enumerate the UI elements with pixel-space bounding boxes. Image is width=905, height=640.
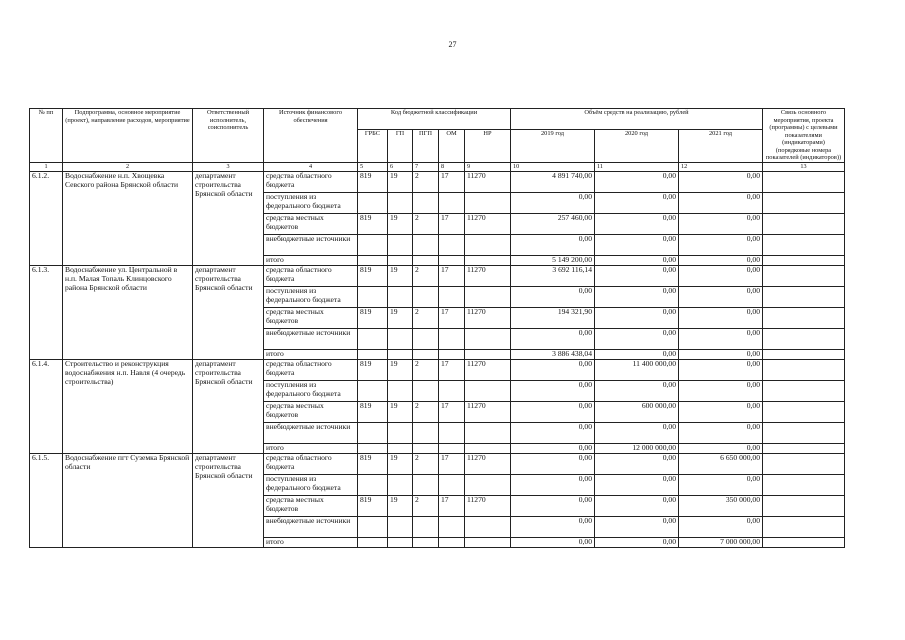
total-code-empty — [465, 349, 511, 359]
code-om: 17 — [439, 359, 465, 380]
total-2019: 0,00 — [511, 443, 595, 453]
section-name: Водоснабжение пгт Суземка Брянской области — [63, 453, 193, 547]
indicator-link — [763, 234, 845, 255]
amount-2021: 0,00 — [679, 380, 763, 401]
code-om — [439, 474, 465, 495]
column-number: 9 — [465, 162, 511, 171]
funding-source: внебюджетные источники — [264, 422, 358, 443]
code-grbs — [358, 516, 388, 537]
total-2020: 12 000 000,00 — [595, 443, 679, 453]
code-nr: 11270 — [465, 307, 511, 328]
section-number: 6.1.2. — [30, 171, 63, 265]
code-grbs: 819 — [358, 307, 388, 328]
code-grbs — [358, 192, 388, 213]
code-nr — [465, 286, 511, 307]
total-2019: 3 886 438,04 — [511, 349, 595, 359]
column-number: 5 — [358, 162, 388, 171]
header-nr: НР — [465, 130, 511, 163]
code-gp — [388, 328, 413, 349]
code-nr — [465, 422, 511, 443]
amount-2020: 0,00 — [595, 234, 679, 255]
amount-2021: 0,00 — [679, 516, 763, 537]
amount-2020: 0,00 — [595, 307, 679, 328]
code-om — [439, 380, 465, 401]
amount-2020: 0,00 — [595, 474, 679, 495]
code-pgp: 2 — [413, 171, 439, 192]
code-pgp — [413, 286, 439, 307]
indicator-link — [763, 213, 845, 234]
total-2021: 0,00 — [679, 443, 763, 453]
code-pgp — [413, 380, 439, 401]
amount-2021: 0,00 — [679, 359, 763, 380]
section-number: 6.1.3. — [30, 265, 63, 359]
code-gp — [388, 422, 413, 443]
amount-2019: 0,00 — [511, 422, 595, 443]
funding-source: средства местных бюджетов — [264, 213, 358, 234]
code-grbs — [358, 286, 388, 307]
total-2021: 0,00 — [679, 349, 763, 359]
total-code-empty — [413, 443, 439, 453]
amount-2021: 0,00 — [679, 234, 763, 255]
amount-2019: 0,00 — [511, 359, 595, 380]
amount-2020: 0,00 — [595, 380, 679, 401]
indicator-link — [763, 286, 845, 307]
total-code-empty — [465, 537, 511, 547]
code-gp: 19 — [388, 401, 413, 422]
code-gp — [388, 474, 413, 495]
indicator-link — [763, 443, 845, 453]
indicator-link — [763, 474, 845, 495]
amount-2020: 0,00 — [595, 286, 679, 307]
indicator-link — [763, 495, 845, 516]
code-nr — [465, 474, 511, 495]
amount-2020: 600 000,00 — [595, 401, 679, 422]
table-row — [30, 453, 845, 474]
funding-source: поступления из федерального бюджета — [264, 286, 358, 307]
page-number: 27 — [448, 40, 457, 49]
funding-source: средства местных бюджетов — [264, 495, 358, 516]
amount-2019: 0,00 — [511, 495, 595, 516]
table-row — [30, 171, 845, 192]
amount-2019: 4 891 740,00 — [511, 171, 595, 192]
header-pgp: ПГП — [413, 130, 439, 163]
total-2020: 0,00 — [595, 255, 679, 265]
code-pgp: 2 — [413, 265, 439, 286]
code-gp — [388, 286, 413, 307]
funding-source: средства местных бюджетов — [264, 307, 358, 328]
code-nr — [465, 234, 511, 255]
amount-2021: 0,00 — [679, 401, 763, 422]
code-grbs: 819 — [358, 495, 388, 516]
code-pgp — [413, 234, 439, 255]
total-2019: 5 149 200,00 — [511, 255, 595, 265]
total-2020: 0,00 — [595, 349, 679, 359]
code-grbs: 819 — [358, 359, 388, 380]
total-code-empty — [388, 255, 413, 265]
header-responsible: Ответственный исполнитель, соисполнитель — [193, 109, 264, 163]
amount-2021: 350 000,00 — [679, 495, 763, 516]
code-nr: 11270 — [465, 453, 511, 474]
amount-2020: 0,00 — [595, 328, 679, 349]
indicator-link — [763, 453, 845, 474]
code-om: 17 — [439, 171, 465, 192]
total-code-empty — [388, 443, 413, 453]
total-code-empty — [413, 255, 439, 265]
code-gp — [388, 380, 413, 401]
code-pgp: 2 — [413, 453, 439, 474]
code-nr: 11270 — [465, 401, 511, 422]
total-label: итого — [264, 255, 358, 265]
indicator-link — [763, 255, 845, 265]
amount-2020: 0,00 — [595, 192, 679, 213]
code-pgp — [413, 516, 439, 537]
table-row — [30, 265, 845, 286]
code-nr: 11270 — [465, 495, 511, 516]
header-grbs: ГРБС — [358, 130, 388, 163]
code-pgp — [413, 422, 439, 443]
code-grbs — [358, 422, 388, 443]
indicator-link — [763, 537, 845, 547]
amount-2020: 0,00 — [595, 516, 679, 537]
code-grbs — [358, 328, 388, 349]
column-number: 2 — [63, 162, 193, 171]
section-responsible: департамент строительства Брянской области — [193, 171, 264, 265]
section-number: 6.1.5. — [30, 453, 63, 547]
section-number: 6.1.4. — [30, 359, 63, 453]
funding-source: поступления из федерального бюджета — [264, 192, 358, 213]
amount-2019: 0,00 — [511, 474, 595, 495]
amount-2019: 0,00 — [511, 453, 595, 474]
indicator-link — [763, 516, 845, 537]
code-pgp: 2 — [413, 307, 439, 328]
total-code-empty — [358, 443, 388, 453]
section-responsible: департамент строительства Брянской области — [193, 265, 264, 359]
amount-2019: 0,00 — [511, 328, 595, 349]
code-om: 17 — [439, 495, 465, 516]
amount-2021: 0,00 — [679, 192, 763, 213]
section-name: Водоснабжение ул. Центральной в н.п. Малая Топаль Клинцовского района Брянской области — [63, 265, 193, 359]
code-om: 17 — [439, 307, 465, 328]
indicator-link — [763, 380, 845, 401]
section-name: Строительство и реконструкция водоснабжения н.п. Навля (4 очередь строительства) — [63, 359, 193, 453]
code-om — [439, 516, 465, 537]
column-number: 13 — [763, 162, 845, 171]
code-nr: 11270 — [465, 171, 511, 192]
code-grbs: 819 — [358, 453, 388, 474]
code-om — [439, 422, 465, 443]
indicator-link — [763, 265, 845, 286]
column-number: 7 — [413, 162, 439, 171]
total-label: итого — [264, 443, 358, 453]
funding-source: средства областного бюджета — [264, 453, 358, 474]
code-gp: 19 — [388, 171, 413, 192]
total-code-empty — [439, 349, 465, 359]
amount-2021: 0,00 — [679, 422, 763, 443]
indicator-link — [763, 307, 845, 328]
code-om — [439, 234, 465, 255]
code-nr: 11270 — [465, 265, 511, 286]
amount-2020: 0,00 — [595, 422, 679, 443]
indicator-link — [763, 171, 845, 192]
section-responsible: департамент строительства Брянской области — [193, 453, 264, 547]
amount-2020: 0,00 — [595, 213, 679, 234]
total-code-empty — [439, 443, 465, 453]
section-name: Водоснабжение н.п. Хвощевка Севского района Брянской области — [63, 171, 193, 265]
code-gp: 19 — [388, 359, 413, 380]
code-grbs: 819 — [358, 401, 388, 422]
amount-2021: 6 650 000,00 — [679, 453, 763, 474]
code-om — [439, 328, 465, 349]
header-num: № пп — [30, 109, 63, 163]
amount-2020: 0,00 — [595, 265, 679, 286]
funding-source: средства местных бюджетов — [264, 401, 358, 422]
indicator-link — [763, 422, 845, 443]
total-2020: 0,00 — [595, 537, 679, 547]
header-volume: Объём средств на реализацию, рублей — [511, 109, 763, 130]
column-number: 10 — [511, 162, 595, 171]
amount-2020: 0,00 — [595, 495, 679, 516]
funding-source: внебюджетные источники — [264, 328, 358, 349]
code-gp: 19 — [388, 265, 413, 286]
code-om: 17 — [439, 401, 465, 422]
funding-source: внебюджетные источники — [264, 234, 358, 255]
total-code-empty — [413, 537, 439, 547]
code-nr — [465, 192, 511, 213]
total-2021: 0,00 — [679, 255, 763, 265]
amount-2021: 0,00 — [679, 307, 763, 328]
header-link: Связь основного мероприятия, проекта (программы) с целевыми показателями (индикаторами) (порядковые номера показателей (индикаторов)) — [763, 109, 845, 163]
amount-2020: 0,00 — [595, 171, 679, 192]
code-pgp — [413, 328, 439, 349]
column-number: 11 — [595, 162, 679, 171]
amount-2019: 257 460,00 — [511, 213, 595, 234]
column-number: 8 — [439, 162, 465, 171]
header-year-2019: 2019 год — [511, 130, 595, 163]
amount-2021: 0,00 — [679, 171, 763, 192]
code-pgp: 2 — [413, 401, 439, 422]
funding-source: средства областного бюджета — [264, 265, 358, 286]
code-pgp: 2 — [413, 359, 439, 380]
amount-2021: 0,00 — [679, 328, 763, 349]
amount-2019: 0,00 — [511, 380, 595, 401]
amount-2021: 0,00 — [679, 474, 763, 495]
code-grbs — [358, 380, 388, 401]
code-gp: 19 — [388, 213, 413, 234]
funding-source: внебюджетные источники — [264, 516, 358, 537]
code-nr — [465, 328, 511, 349]
code-gp — [388, 234, 413, 255]
total-2021: 7 000 000,00 — [679, 537, 763, 547]
code-gp: 19 — [388, 307, 413, 328]
total-code-empty — [388, 537, 413, 547]
amount-2020: 11 400 000,00 — [595, 359, 679, 380]
code-gp: 19 — [388, 453, 413, 474]
header-kbk: Код бюджетной классификации — [358, 109, 511, 130]
code-grbs — [358, 234, 388, 255]
amount-2020: 0,00 — [595, 453, 679, 474]
amount-2019: 0,00 — [511, 401, 595, 422]
total-code-empty — [439, 255, 465, 265]
amount-2021: 0,00 — [679, 265, 763, 286]
code-grbs: 819 — [358, 265, 388, 286]
total-code-empty — [465, 255, 511, 265]
indicator-link — [763, 328, 845, 349]
code-nr — [465, 516, 511, 537]
total-label: итого — [264, 537, 358, 547]
header-year-2021: 2021 год — [679, 130, 763, 163]
table-body — [30, 171, 845, 547]
code-om: 17 — [439, 265, 465, 286]
header-gp: ГП — [388, 130, 413, 163]
total-code-empty — [465, 443, 511, 453]
total-code-empty — [358, 349, 388, 359]
amount-2019: 0,00 — [511, 516, 595, 537]
code-om: 17 — [439, 213, 465, 234]
indicator-link — [763, 349, 845, 359]
table-row — [30, 359, 845, 380]
amount-2021: 0,00 — [679, 213, 763, 234]
amount-2019: 194 321,90 — [511, 307, 595, 328]
code-pgp: 2 — [413, 495, 439, 516]
code-nr — [465, 380, 511, 401]
section-responsible: департамент строительства Брянской области — [193, 359, 264, 453]
code-om — [439, 286, 465, 307]
amount-2019: 0,00 — [511, 234, 595, 255]
column-number: 4 — [264, 162, 358, 171]
total-code-empty — [358, 537, 388, 547]
funding-source: поступления из федерального бюджета — [264, 380, 358, 401]
code-nr: 11270 — [465, 213, 511, 234]
header-year-2020: 2020 год — [595, 130, 679, 163]
funding-source: поступления из федерального бюджета — [264, 474, 358, 495]
amount-2019: 3 692 116,14 — [511, 265, 595, 286]
code-grbs — [358, 474, 388, 495]
funding-source: средства областного бюджета — [264, 171, 358, 192]
header-source: Источник финансового обеспечения — [264, 109, 358, 163]
indicator-link — [763, 359, 845, 380]
code-gp: 19 — [388, 495, 413, 516]
header-om: ОМ — [439, 130, 465, 163]
total-2019: 0,00 — [511, 537, 595, 547]
indicator-link — [763, 192, 845, 213]
total-code-empty — [358, 255, 388, 265]
column-number: 6 — [388, 162, 413, 171]
column-number: 1 — [30, 162, 63, 171]
amount-2019: 0,00 — [511, 286, 595, 307]
code-pgp — [413, 192, 439, 213]
code-grbs: 819 — [358, 171, 388, 192]
column-numbers-row — [30, 162, 845, 171]
code-pgp — [413, 474, 439, 495]
code-nr: 11270 — [465, 359, 511, 380]
total-code-empty — [439, 537, 465, 547]
code-gp — [388, 192, 413, 213]
column-number: 3 — [193, 162, 264, 171]
total-code-empty — [413, 349, 439, 359]
total-label: итого — [264, 349, 358, 359]
column-number: 12 — [679, 162, 763, 171]
funding-source: средства областного бюджета — [264, 359, 358, 380]
total-code-empty — [388, 349, 413, 359]
budget-table — [29, 108, 845, 548]
code-pgp: 2 — [413, 213, 439, 234]
header-program: Подпрограмма, основное мероприятие (проект), направление расходов, мероприятие — [63, 109, 193, 163]
code-grbs: 819 — [358, 213, 388, 234]
amount-2021: 0,00 — [679, 286, 763, 307]
indicator-link — [763, 401, 845, 422]
amount-2019: 0,00 — [511, 192, 595, 213]
code-om — [439, 192, 465, 213]
code-gp — [388, 516, 413, 537]
code-om: 17 — [439, 453, 465, 474]
